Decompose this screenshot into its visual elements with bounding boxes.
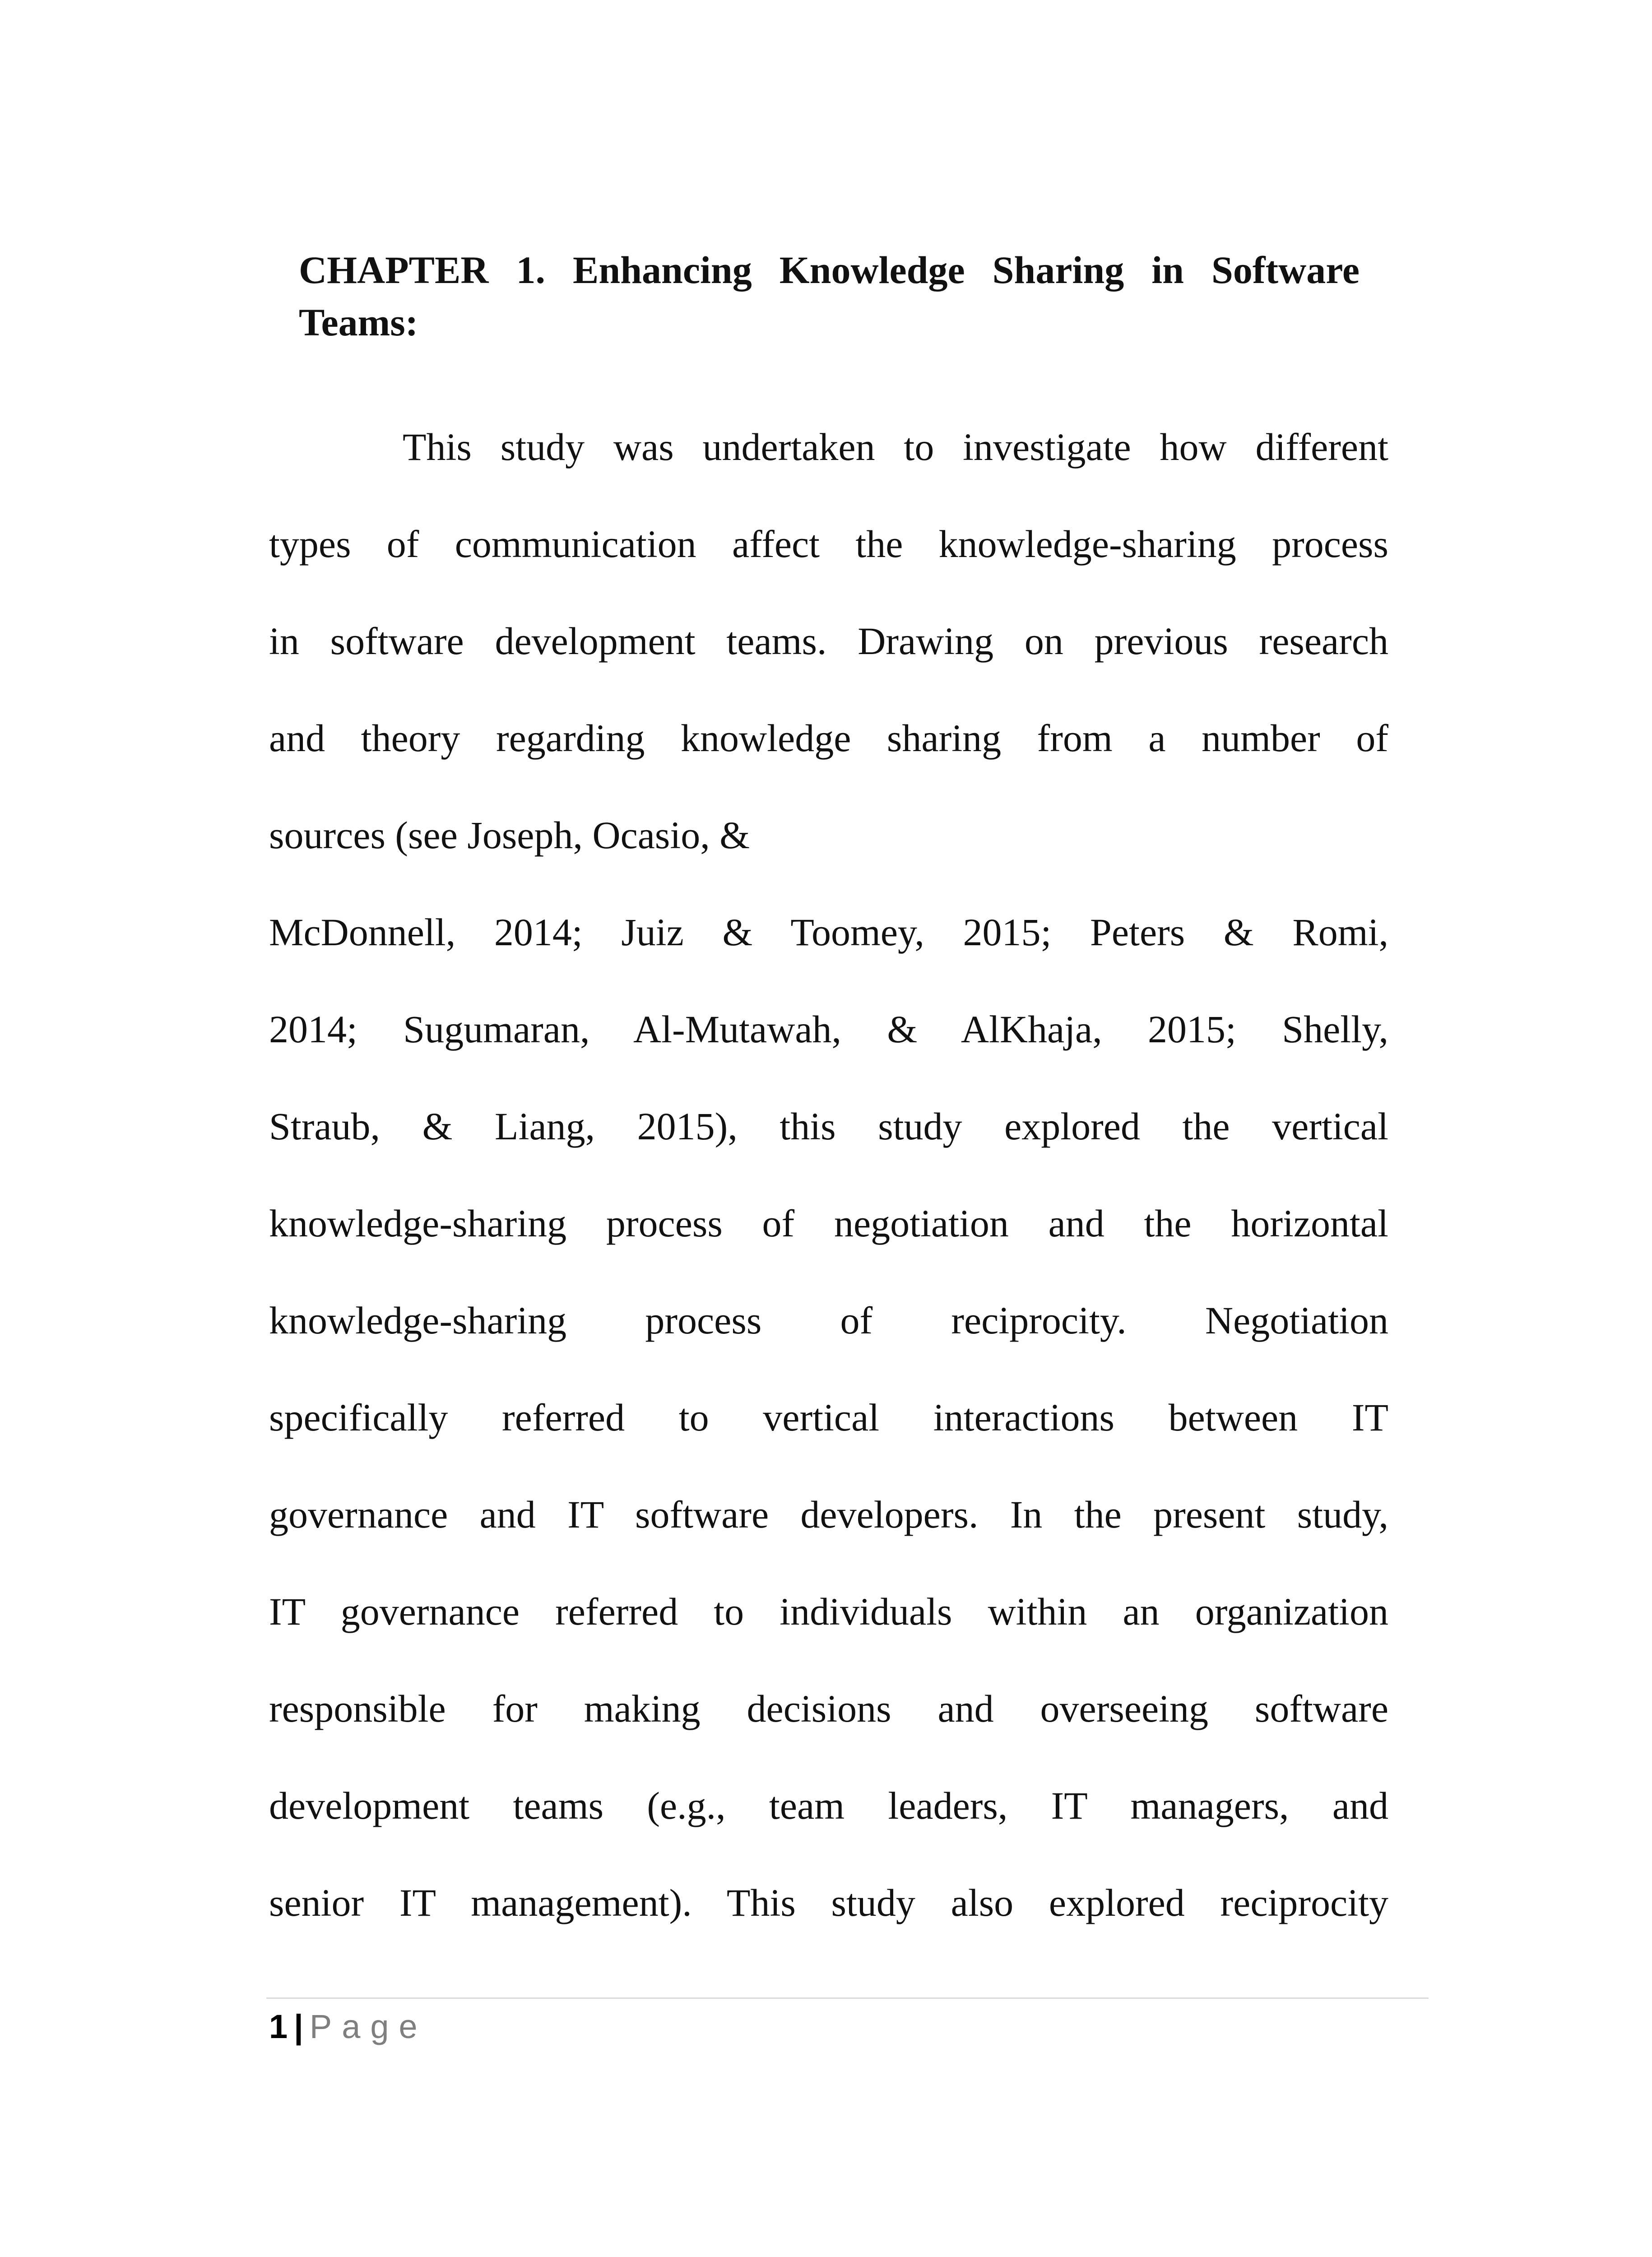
body-line: 2014; Sugumaran, Al-Mutawah, & AlKhaja, 2015; Shelly, (269, 1008, 1388, 1051)
body-line: specifically referred to vertical interactions between IT (269, 1396, 1388, 1439)
page-footer (269, 2004, 427, 2049)
body-line: development teams (e.g., team leaders, IT managers, and (269, 1784, 1388, 1827)
body-line: IT governance referred to individuals within an organization (269, 1590, 1388, 1633)
body-line: Straub, & Liang, 2015), this study explored the vertical (269, 1105, 1388, 1148)
body-line: in software development teams. Drawing on previous research (269, 619, 1388, 663)
chapter-heading: CHAPTER 1. Enhancing Knowledge Sharing in Software Teams: (299, 248, 1360, 344)
body-line: responsible for making decisions and overseeing software (269, 1687, 1388, 1730)
body-line: This study was undertaken to investigate how different (403, 425, 1388, 469)
body-line: senior IT management). This study also explored reciprocity (269, 1881, 1388, 1924)
footer-divider (266, 1997, 1429, 1999)
body-line: governance and IT software developers. In the present study, (269, 1493, 1388, 1536)
body-line: and theory regarding knowledge sharing from a number of (269, 716, 1388, 760)
page-number: 1 (269, 2008, 288, 2045)
body-line: knowledge-sharing process of reciprocity. Negotiation (269, 1299, 1388, 1342)
body-line: knowledge-sharing process of negotiation and the horizontal (269, 1202, 1388, 1245)
body-line: sources (see Joseph, Ocasio, & (269, 813, 750, 857)
body-line: McDonnell, 2014; Juiz & Toomey, 2015; Peters & Romi, (269, 910, 1388, 954)
footer-separator: | (294, 2008, 303, 2045)
body-line: types of communication affect the knowledge-sharing process (269, 522, 1388, 566)
page-label: Page (309, 2008, 427, 2045)
